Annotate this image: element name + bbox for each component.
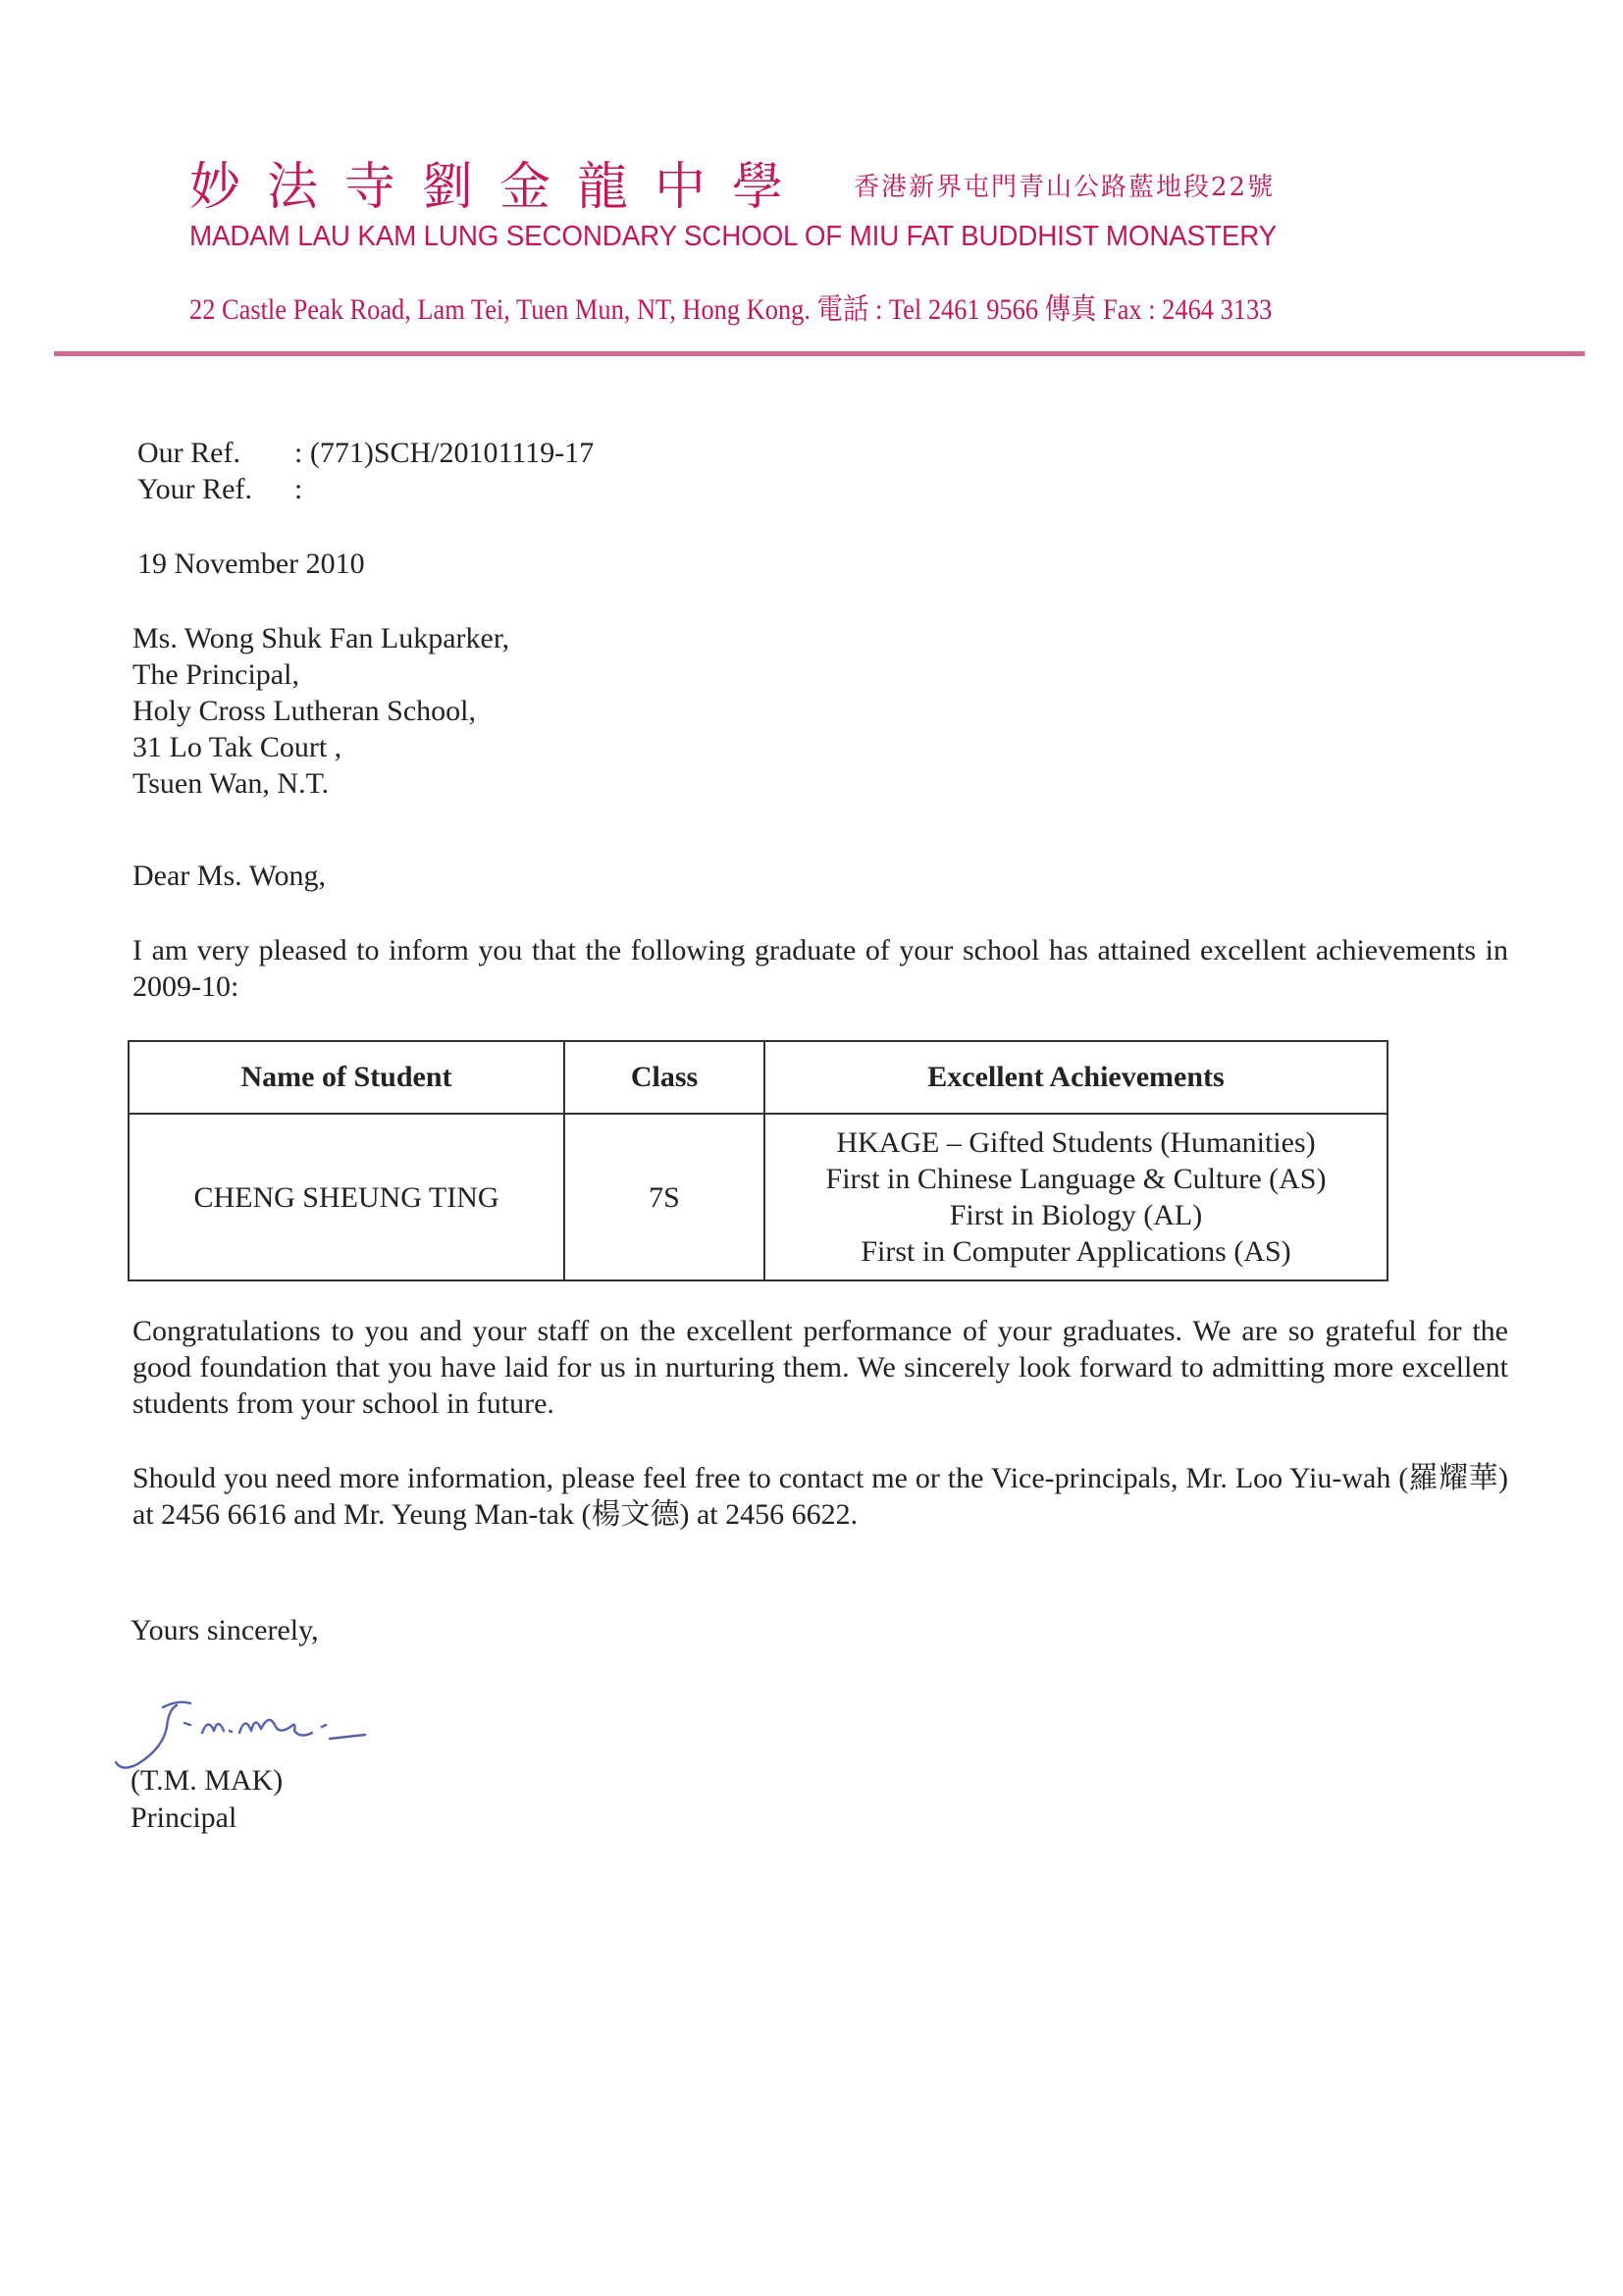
signer-name: (T.M. MAK): [131, 1764, 284, 1797]
header-excellent-achievements: Excellent Achievements: [764, 1041, 1387, 1114]
achievement-item: First in Chinese Language & Culture (AS): [825, 1163, 1327, 1195]
student-class: 7S: [564, 1114, 764, 1280]
recipient-address: [132, 620, 509, 802]
recipient-line: Holy Cross Lutheran School,: [132, 695, 476, 727]
table-row: [129, 1114, 1387, 1280]
achievements-list: [764, 1114, 1387, 1280]
recipient-line: Tsuen Wan, N.T.: [132, 767, 330, 800]
recipient-line: Ms. Wong Shuk Fan Lukparker,: [132, 622, 510, 654]
fax-label: 傳真 Fax :: [1044, 293, 1156, 326]
table-header-row: [129, 1041, 1387, 1114]
school-name-chinese: 妙法寺劉金龍中學: [189, 158, 811, 217]
closing: Yours sincerely,: [131, 1614, 319, 1646]
your-ref: [137, 471, 302, 507]
congratulations-paragraph: Congratulations to you and your staff on the excellent performance of your graduates. We are so grateful for the good foundation that you have laid for us in nurturing them. We sincerely look forward to admitting more excellent students from your school in future.: [132, 1315, 1508, 1420]
school-address-line: [189, 285, 1272, 328]
school-name-english: MADAM LAU KAM LUNG SECONDARY SCHOOL OF MIU FAT BUDDHIST MONASTERY: [189, 221, 1278, 252]
recipient-line: 31 Lo Tak Court ,: [132, 731, 342, 763]
header-class: Class: [564, 1041, 764, 1114]
letterhead-divider: [54, 351, 1585, 356]
our-ref-value: : (771)SCH/20101119-17: [294, 437, 595, 469]
student-name: CHENG SHEUNG TING: [129, 1114, 564, 1280]
your-ref-label: Your Ref.: [137, 473, 252, 505]
header-name-of-student: Name of Student: [129, 1041, 564, 1114]
salutation: Dear Ms. Wong,: [132, 860, 327, 892]
intro-paragraph: I am very pleased to inform you that the following graduate of your school has attained excellent achievements in 2009-10:: [132, 934, 1508, 1003]
fax-number: 2464 3133: [1162, 293, 1273, 326]
recipient-line: The Principal,: [132, 658, 299, 691]
achievement-item: First in Computer Applications (AS): [861, 1235, 1291, 1268]
achievements-table: [128, 1040, 1388, 1281]
tel-number: 2461 9566: [927, 293, 1039, 326]
our-ref-label: Our Ref.: [137, 437, 240, 469]
achievement-item: First in Biology (AL): [949, 1199, 1203, 1231]
contact-paragraph: Should you need more information, please feel free to contact me or the Vice-principals, Mr. Loo Yiu-wah (羅耀華) at 2456 6616 and Mr. Yeung Man-tak (楊文德) at 2456 6622.: [132, 1462, 1508, 1531]
letter-date: 19 November 2010: [137, 548, 365, 580]
signer-title: Principal: [131, 1801, 237, 1834]
our-ref: [137, 435, 594, 471]
your-ref-value: :: [294, 473, 303, 505]
tel-label: 電話 : Tel: [816, 293, 922, 326]
school-address-chinese: 香港新界屯門青山公路藍地段22號: [854, 173, 1276, 202]
school-address-english: 22 Castle Peak Road, Lam Tei, Tuen Mun, NT, Hong Kong.: [189, 293, 811, 326]
achievement-item: HKAGE – Gifted Students (Humanities): [836, 1126, 1316, 1159]
